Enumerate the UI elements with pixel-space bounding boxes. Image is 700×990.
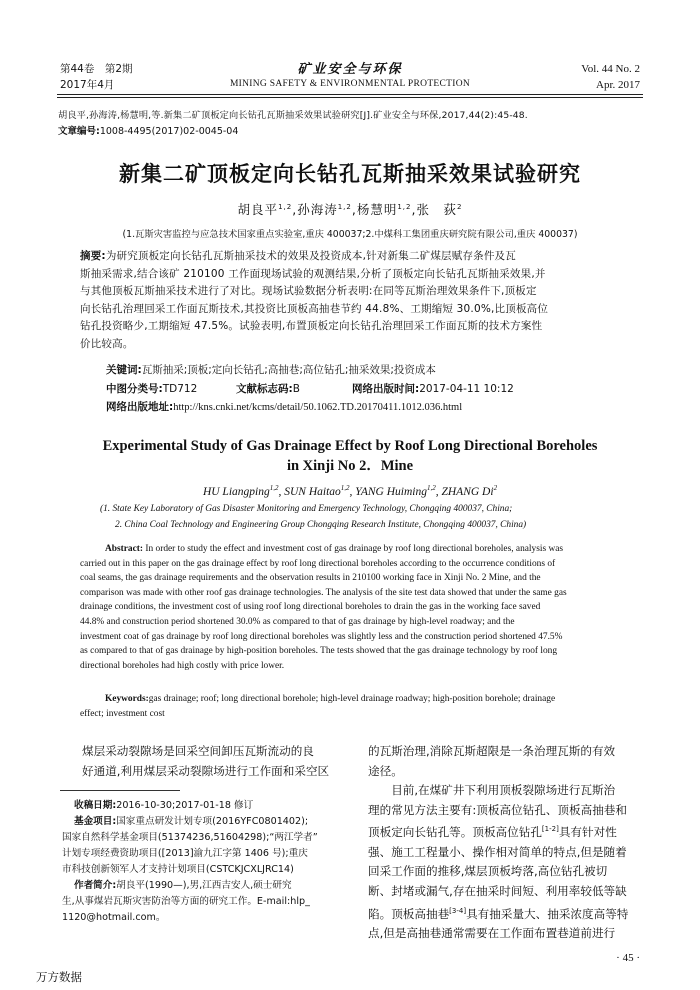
journal-title-cn: 矿业安全与环保 (297, 62, 403, 77)
author-en-3: YANG Huiming (355, 485, 427, 498)
author-cn-2: 孙海涛 (297, 202, 338, 217)
body-paragraph-line: 目前,在煤矿井下利用顶板裂隙场进行瓦斯治 (368, 783, 616, 798)
doc-code-value: B (292, 383, 300, 395)
article-number-value: 1008-4495(2017)02-0045-04 (99, 126, 239, 137)
publish-url-link[interactable]: http://kns.cnki.net/kcms/detail/50.1062.TD.20170411.1012.036.html (173, 402, 463, 413)
header-volume-en: Vol. 44 No. 2 (581, 63, 640, 75)
author-cn-1-affil: 1,2 (278, 202, 293, 211)
footnote-author: 作者简介:胡良平(1990—),男,江西吉安人,硕士研究 (74, 880, 292, 891)
affiliation-en-2: 2. China Coal Technology and Engineering Group Chongqing Research Institute, Chongqing 400037, China) (115, 520, 527, 530)
body-paragraph-line: 点,但是高抽巷通常需要在工作面布置巷道前进行 (368, 926, 616, 941)
body-paragraph-line: 理的常见方法主要有:顶板高位钻孔、顶板高抽巷和 (368, 802, 627, 817)
abstract-cn-label: 摘要: (80, 250, 106, 262)
header-volume-cn: 第44卷 第2期 (60, 63, 133, 75)
keywords-cn (106, 362, 436, 379)
body-right-column (368, 742, 644, 944)
keywords-en (80, 692, 622, 721)
header-date-en: Apr. 2017 (596, 79, 640, 91)
authors-en: HU Liangping$^{1,2}$, SUN Haitao$^{1,2}$, YANG Huiming$^{1,2}$, ZHANG Di$^2$ (202, 484, 498, 498)
abstract-en-line: Abstract: In order to study the effect and investment cost of gas drainage by roof long directional boreholes, analysis was (105, 544, 564, 554)
abstract-en-line: investment coat of gas drainage by roof long directional boreholes was slightly less and the construction period shortened 47.5% (80, 631, 563, 642)
author-cn-4: 张 荻 (416, 202, 457, 217)
author-cn-4-affil: 2 (456, 202, 463, 211)
body-paragraph-line: 煤层采动裂隙场是回采空间卸压瓦斯流动的良 (82, 744, 314, 758)
body-left-column (82, 742, 348, 781)
header-date-cn: 2017年4月 (60, 79, 115, 91)
keywords-en-text-1: gas drainage; roof; long directional borehole; high-level drainage roadway; high-position borehole; drainage (148, 694, 556, 704)
author-cn-1: 胡良平 (237, 202, 279, 217)
body-paragraph-line: 陷。顶板高抽巷[3-4]具有抽采量大、抽采浓度高等特 (368, 906, 629, 921)
publish-time (352, 381, 514, 398)
title-en-line-2: in Xinji No 2．Mine (286, 458, 414, 474)
body-paragraph-line: 断、封堵或漏气,存在抽采时间短、利用率较低等缺 (368, 884, 627, 899)
keywords-en-text-2: effect; investment cost (80, 708, 165, 719)
author-en-1: HU Liangping (202, 485, 270, 498)
abstract-en-line: comparison was made with other roof gas drainage technologies. The analysis of the site test data showed that under the same gas (80, 587, 567, 598)
abstract-cn-line: 钻孔投资略少,工期缩短 47.5%。试验表明,布置顶板定向长钻孔治理回采工作面瓦斯的技术方案性 (80, 320, 543, 332)
author-en-2: SUN Haitao (284, 485, 341, 498)
body-paragraph-line: 强、施工工程量小、操作相对简单的特点,但是随着 (368, 844, 627, 859)
header-rule-bottom (57, 97, 643, 98)
abstract-cn (80, 248, 625, 353)
keywords-cn-text: 瓦斯抽采;顶板;定向长钻孔;高抽巷;高位钻孔;抽采效果;投资成本 (141, 364, 436, 376)
body-paragraph-line: 的瓦斯治理,消除瓦斯超限是一条治理瓦斯的有效 (368, 744, 616, 758)
classification-row (106, 381, 197, 398)
header-rule-top (57, 94, 643, 95)
author-en-4-affil: 2 (493, 484, 498, 492)
author-cn-3: 杨慧明 (356, 202, 398, 217)
body-paragraph-line: 顶板定向长钻孔等。顶板高位钻孔[1-2]具有针对性 (368, 825, 617, 840)
abstract-en-label: Abstract: (105, 544, 144, 554)
abstract-en-line: coal seams, the gas drainage requirements and the observation results in 210100 working face in Xinji No. 2 Mine, and the (80, 573, 541, 584)
keywords-en-label: Keywords: (105, 694, 149, 704)
abstract-cn-line: 与其他顶板瓦斯抽采技术进行了对比。现场试验数据分析表明:在同等瓦斯治理效果条件下,顶板定 (80, 285, 537, 297)
clc-label: 中图分类号: (106, 383, 163, 395)
body-paragraph-line: 回采工作面的推移,煤层顶板垮落,高位钻孔被切 (368, 864, 608, 879)
author-cn-3-affil: 1,2 (397, 202, 412, 211)
author-cn-2-affil: 1,2 (337, 202, 352, 211)
abstract-en-line: directional boreholes had high costly with price lower. (80, 660, 285, 671)
page-title-cn: 新集二矿顶板定向长钻孔瓦斯抽采效果试验研究 (119, 162, 581, 186)
publish-url (106, 399, 462, 416)
keywords-cn-label: 关键词: (106, 364, 142, 376)
doc-code (236, 381, 300, 398)
author-en-4: ZHANG Di (441, 485, 494, 498)
abstract-cn-line: 向长钻孔治理回采工作面瓦斯技术,其投资比顶板高抽巷节约 44.8%、工期缩短 30.0%,比顶板高位 (80, 302, 549, 315)
article-number (58, 125, 238, 138)
publish-time-label: 网络出版时间: (352, 383, 420, 395)
abstract-en-line: carried out in this paper on the gas drainage effect by roof long directional boreholes according to the occurrence conditions of (80, 558, 556, 569)
abstract-cn-line: 斯抽采需求,结合该矿 210100 工作面现场试验的观测结果,分析了顶板定向长钻孔瓦斯抽采效果,并 (80, 267, 546, 280)
footnote-divider (60, 790, 180, 791)
abstract-en-line: drainage conditions, the investment cost of using roof long directional boreholes to drain the gas in the working face saved (80, 602, 541, 613)
footnote: 收稿日期:2016-10-30;2017-01-18 修订 基金项目:国家重点研发计划专项(2016YFC0801402); 国家自然科学基金项目(51374236,51604298);“两江学者” 计划专项经费资助项目([2013]渝九江字第 1406 号);重庆 市科技创新领军人才支持计划项目(CSTCKJCXLJRC14) 作者简介:胡良平(1990—),男,江西吉安人,硕士研究 生,从事煤岩瓦斯灾害防治等方面的研究工作。E-mail:hlp_ 1120@hotmail.com。 (74, 798, 354, 926)
abstract-cn-line: 摘要:为研究顶板定向长钻孔瓦斯抽采技术的效果及投资成本,针对新集二矿煤层赋存条件及瓦 (80, 250, 516, 262)
abstract-en (80, 542, 622, 673)
authors-cn: 胡良平$^{1,2}$,孙海涛$^{1,2}$,杨慧明$^{1,2}$,张 荻$^2$ (237, 202, 463, 217)
article-number-label: 文章编号: (58, 126, 100, 137)
publish-url-label: 网络出版地址: (106, 401, 174, 413)
body-paragraph-line: 途径。 (368, 763, 403, 778)
author-en-2-affil: 1,2 (340, 484, 350, 492)
publish-time-value: 2017-04-11 10:12 (419, 383, 514, 395)
journal-title-en: MINING SAFETY & ENVIRONMENTAL PROTECTION (229, 79, 471, 89)
author-en-1-affil: 1,2 (269, 484, 279, 492)
footnote-fund: 基金项目:国家重点研发计划专项(2016YFC0801402); (74, 816, 309, 827)
title-en-line-1: Experimental Study of Gas Drainage Effect by Roof Long Directional Boreholes (102, 438, 598, 454)
citation-ref: [1-2] (541, 825, 559, 834)
doc-code-label: 文献标志码: (236, 383, 293, 395)
affiliation-cn: (1.瓦斯灾害监控与应急技术国家重点实验室,重庆 400037;2.中煤科工集团重庆研究院有限公司,重庆 400037) (122, 229, 578, 240)
page-number: · 45 · (616, 952, 640, 964)
abstract-en-line: as compared to that of gas drainage by high-position boreholes. The tests showed that the gas drainage technology by roof long (80, 646, 558, 657)
citation-ref: [3-4] (449, 906, 467, 915)
clc-value: TD712 (162, 383, 198, 395)
abstract-cn-line: 价比较高。 (80, 337, 134, 350)
page-title-en (0, 436, 700, 476)
footnote-received: 收稿日期:2016-10-30;2017-01-18 修订 (74, 800, 254, 811)
author-en-3-affil: 1,2 (426, 484, 436, 492)
abstract-en-line: 44.8% and construction period shortened 30.0% as compared to that of gas drainage by high-level roadway; and the (80, 616, 515, 627)
affiliation-en-1: (1. State Key Laboratory of Gas Disaster Monitoring and Emergency Technology, Chongqing 400037, China; (100, 504, 513, 514)
citation: 胡良平,孙海涛,杨慧明,等.新集二矿顶板定向长钻孔瓦斯抽采效果试验研究[J].矿业安全与环保,2017,44(2):45-48. (58, 110, 528, 121)
watermark-text: 万方数据 (36, 970, 82, 984)
body-paragraph-line: 好通道,利用煤层采动裂隙场进行工作面和采空区 (82, 763, 330, 778)
